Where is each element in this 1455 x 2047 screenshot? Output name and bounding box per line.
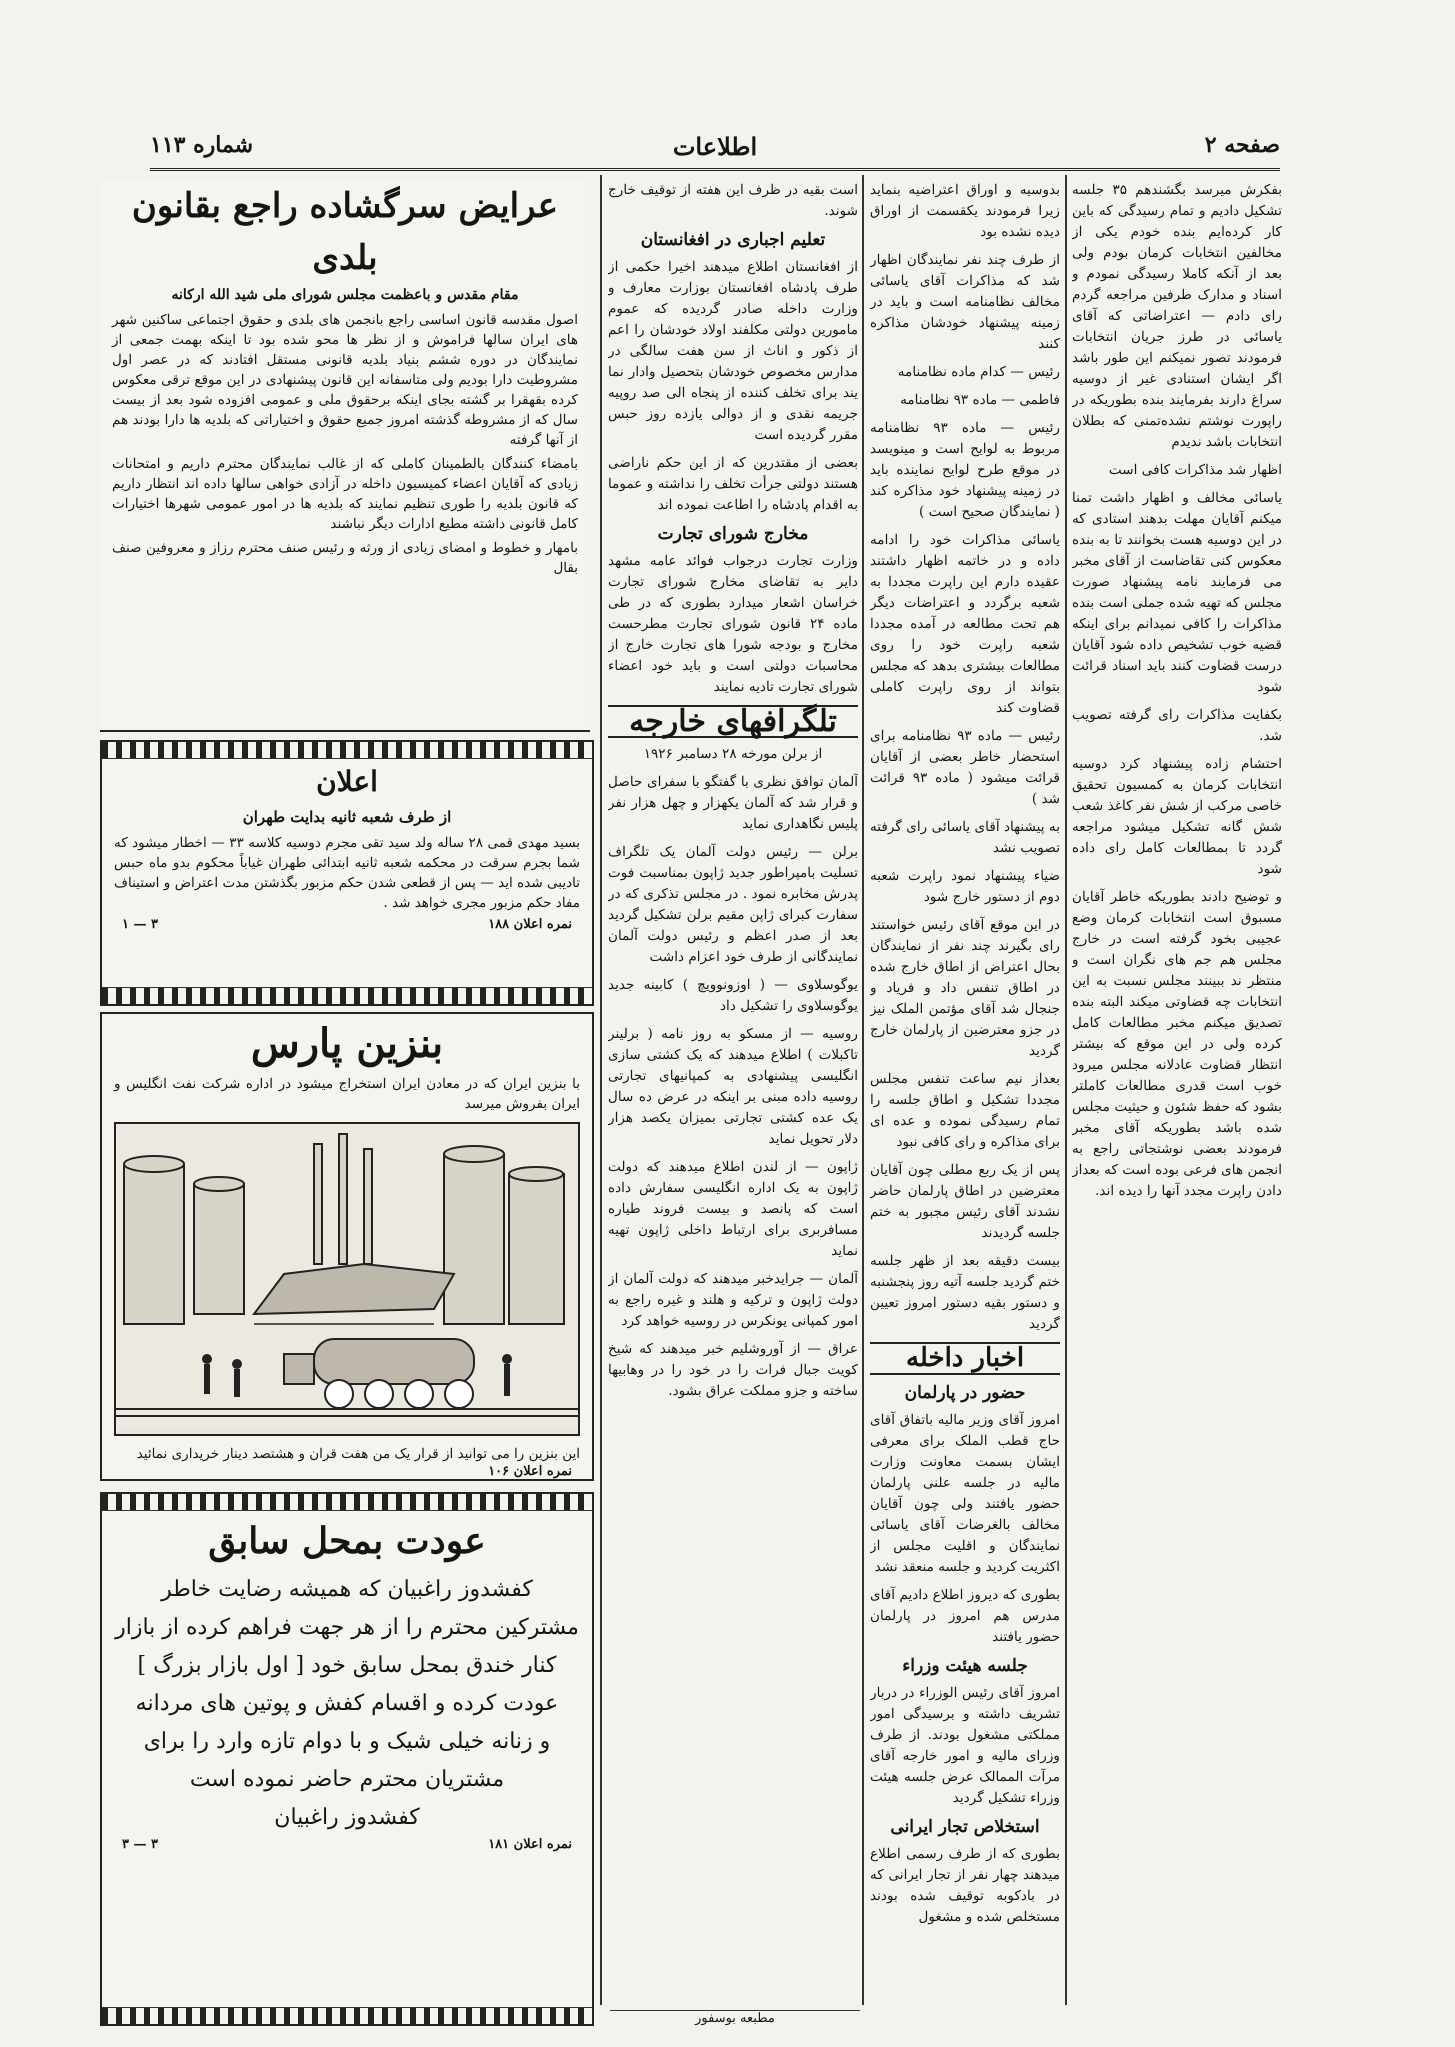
notice-footer [102, 917, 592, 932]
dateline: از برلن مورخه ۲۸ دسامبر ۱۹۲۶ [643, 746, 823, 762]
paragraph: بطوری که دیروز اطلاع دادیم آقای مدرس هم امروز در پارلمان حضور یافتند [870, 1587, 1060, 1645]
column-2 [870, 180, 1060, 2000]
column-1 [1072, 180, 1282, 2000]
subheading: جلسه هیئت وزراء [902, 1656, 1028, 1676]
paragraph: آلمان توافق نظری با گفتگو با سفرای حاصل و قرار شد که آلمان یکهزار و چهل هزار نفر پلیس نگاهداری نماید [608, 774, 858, 832]
column-rule [600, 175, 602, 2005]
notice-count: ۳ — ۳ [122, 1837, 159, 1852]
notice-title: اعلان [316, 765, 378, 798]
benzine-title: بنزین پارس [250, 1020, 444, 1067]
benzine-intro: با بنزین ایران که در معادن ایران استخراج میشود در اداره شرکت نفت انگلیس و ایران بفروش میرسد [114, 1076, 580, 1112]
paragraph: از طرف چند نفر نمایندگان اظهار شد که مذاکرات آقای یاسائی مخالف نظامنامه است و باید در زمینه پیشنهاد خودشان مذاکره کنند [870, 252, 1060, 352]
column-rule [1065, 175, 1067, 2005]
petition-title: عرایض سرگشاده راجع بقانون بلدی [131, 186, 559, 278]
border-ornament [102, 987, 592, 1004]
paragraph: روسیه — از مسکو به روز نامه ( برلینر تاکبلات ) اطلاع میدهند که یک کشتی سازی انگلیسی پیشنهادی به کمپانیهای تجارتی روسیه داده مبنی بر اینکه در عرض ده سال یک عده کشتی تجارتی بمیزان یکصد هزار دلار تحویل نماید [608, 1026, 858, 1147]
printer-footer: مطبعه بوسفور [610, 2010, 860, 2026]
paragraph: عراق — از آوروشلیم خبر میدهند که شیخ کویت جبال فرات را در خود را در وهابیها ساخته و جزو مملکت عراق بشود. [608, 1341, 858, 1399]
telegram-section-title: تلگرافهای خارجه [608, 705, 858, 738]
shoemaker-title: عودت بمحل سابق [208, 1520, 486, 1562]
notice-count: ۳ — ۱ [122, 917, 159, 932]
petition-article [100, 180, 590, 732]
ad-line: مشتریان محترم حاضر نموده است [189, 1767, 505, 1792]
subheading: استخلاص تجار ایرانی [890, 1817, 1040, 1837]
paragraph: رئیس — ماده ۹۳ نظامنامه برای استحضار خاطر بعضی از آقایان قرائت میشود ( ماده ۹۳ قرائت شد ) [870, 728, 1060, 807]
page-number: صفحه ۲ [1204, 132, 1280, 158]
paragraph: اظهار شد مذاکرات کافی است [1108, 462, 1282, 478]
notice-footer [102, 1837, 592, 1852]
ad-signature: کفشدوز راغبیان [274, 1805, 420, 1830]
paragraph: یوگوسلاوی — ( اوزونوویچ ) کابینه جدید یوگوسلاوی را تشکیل داد [608, 977, 858, 1014]
border-ornament [102, 1494, 592, 1511]
border-ornament [102, 2007, 592, 2024]
paragraph: بطوری که از طرف رسمی اطلاع میدهند چهار نفر از تجار ایرانی که در بادکوبه توقیف شده بودند مستخلص شده و مشغول [870, 1846, 1060, 1925]
paragraph: اصول مقدسه قانون اساسی راجع بانجمن های بلدی و حقوق اجتماعی ساکنین شهر های ایران سالها فراموش و از نظر ها محو شده بود تا اینکه بهمت جمعی از نمایندگان در دوره ششم بنیاد بلدیه قانونی مستقل افتادند که در عصر اول مشروطیت دارا بودیم ولی متاسفانه این قانون پیشنهادی در این موقع ترقی معکوس کرده بقهقرا بر گشته بجای اینکه برحقوق ملی و عمومی افزوده شود بعد از بیست سال که از مشروطه گذشته امروز جمیع حقوق و اختیاراتی که بلدیه ها دارا بودند هم از آنها گرفته [112, 312, 578, 448]
court-notice-ad [100, 740, 594, 1006]
notice-number: نمره اعلان ۱۰۶ [488, 1464, 572, 1479]
paragraph: وزارت تجارت درجواب فوائد عامه مشهد دایر به تقاضای مخارج شورای تجارت خراسان اشعار میدارد بطوری که در طی ماده ۲۴ قانون شورای تجارت مطرحست مخارج و بودجه شورا های تجارت خارج از محاسبات دولتی است و باید خود اعضاء شورای تجارت تادیه نمایند [608, 553, 858, 695]
paragraph: یاسائی مذاکرات خود را ادامه داده و در خاتمه اظهار داشتند عقیده دارم این راپرت مجددا به شعبه برگردد و اعتراضات دیگر هم تحت مطالعه در آمده مجددا شعبه راپرت خود را روی مطالعات بیشتری بدهد که مجلس بتواند از روی راپرت کاملی قضاوت کند [870, 532, 1060, 716]
subheading: حضور در پارلمان [904, 1383, 1026, 1403]
notice-number: نمره اعلان ۱۸۱ [488, 1837, 572, 1852]
ad-line: عودت کرده و اقسام کفش و پوتین های مردانه [135, 1691, 559, 1716]
paragraph: بامهار و خطوط و امضای زیادی از ورثه و رئیس صنف محترم رزاز و معروفین صنف بقال [112, 540, 578, 576]
paragraph: بامضاء کنندگان بالطمینان کاملی که از غالب نمایندگان محترم داریم و امتحانات زیادی که آقایان اعضاء کمیسیون داخله در آزادی خواهی سالها داده اند انتظار داریم که قانون بلدیه را طوری تنظیم نمایند که بلدیه ها در امور عمومی شهرها اختیارات کامل قانونی داشته مطیع ادارات دیگر نباشند [112, 456, 578, 532]
paragraph: از افغانستان اطلاع میدهند اخیرا حکمی از طرف پادشاه افغانستان بوزارت معارف و وزارت داخله صادر گردیده که عموم مامورین دولتی مکلفند اولاد خودشان را اعم از ذکور و اناث از سن هفت سالگی در مدارس مخصوص خودشان بتحصیل وادار نما یند برای تخلف کننده از پنجاه الی صد روپیه جریمه نقدی و از دوالی یازده روز حبس مقرر گردیده است [608, 259, 858, 443]
benzine-caption: این بنزین را می توانید از قرار یک من هفت قران و هشتصد دینار خریداری نمائید [136, 1446, 580, 1462]
ad-line: مشترکین محترم را از هر جهت فراهم کرده از بازار [115, 1615, 579, 1640]
paragraph: آلمان — جرایدخبر میدهند که دولت آلمان از دولت ژاپون و ترکیه و هلند و غیره راجع به امور کمپانی یونکرس در روسیه خواهد کرد [608, 1271, 858, 1329]
paragraph: بدوسیه و اوراق اعتراضیه بنماید زیرا فرمودند یکقسمت از اوراق دیده نشده بود [870, 182, 1060, 240]
paragraph: و توضیح دادند بطوریکه خاطر آقایان مسبوق است انتخابات کرمان وضع عجیبی بخود گرفته است در خارج مجلس هم جم های نگران است و منتظر ند ببینند مجلس نسبت به این انتخابات چه قضاوتی میکند البته بنده تصدیق میکنم مخبر مطالعات کامل کرده ولی در این موقع که بیشتر انتظار قضاوت عادلانه مجلس میرود خوب است قدری مطالعات کاملتر بشود که حفظ شئون و حیثیت مجلس شده باشد بطوریکه آقای مخبر فرمودند بعضی نوشتجاتی راجع به انجمن های فرعی بوده است که بعداز دادن راپرت مجدد آنها را دیده اند. [1072, 889, 1282, 1199]
shoemaker-ad [100, 1492, 594, 2026]
paragraph: بفکرش میرسد بگشندهم ۳۵ جلسه تشکیل دادیم و تمام رسیدگی که باین کار کرده‌ایم بنده خودم یکی از مخالفین انتخابات کرمان بودم ولی بعد از آنکه کاملا رسیدگی نمودم و اسناد و مدارک طرفین مراجعه گردم رای دادم — اعتراضاتی که آقای یاسائی در طرز جریان انتخابات فرمودند تصور نمیکنم این طور باشد اگر ایشان استنادی غیر از دوسیه سراغ دارند بفرمایند بنده بطوریکه در راپورت نوشتم نشده‌تمنی که بطلان انتخابات باشد ندیدم [1072, 182, 1282, 450]
paragraph: امروز آقای رئیس الوزراء در دربار تشریف داشته و برسیدگی امور مملکتی مشغول بودند. از طرف وزرای مالیه و امور خارجه آقای مرآت الممالک عرض جلسه هیئت وزراء تشکیل گردید [870, 1685, 1060, 1806]
ad-line: کنار خندق بمحل سابق خود [ اول بازار بزرگ ] [137, 1653, 557, 1678]
border-ornament [102, 742, 592, 759]
paragraph: پس از یک ربع مطلی چون آقایان معترضین در اطاق پارلمان حاضر نشدند آقای رئیس مجبور به ختم جلسه گردیدند [870, 1162, 1060, 1241]
paragraph: رئیس — کدام ماده نظامنامه [897, 364, 1060, 380]
paragraph: احتشام زاده پیشنهاد کرد دوسیه انتخابات کرمان به کمسیون تحقیق خاصی مرکب از شش نفر کاغذ شعب شش گانه تشکیل میشود مراجعه گردد تا بمطالعات کامل رای داده شود [1072, 756, 1282, 877]
paragraph: به پیشنهاد آقای یاسائی رای گرفته تصویب نشد [870, 819, 1060, 856]
refinery-illustration [114, 1122, 580, 1436]
issue-number: شماره ۱۱۳ [150, 132, 254, 158]
section-title: اخبار داخله [870, 1342, 1060, 1375]
paragraph: در این موقع آقای رئیس خواستند رای بگیرند چند نفر از نمایندگان بحال اعتراض از اطاق خارج شده در اطاق تنفس داد و فریاد و جنجال شد آقای مؤتمن الملک نیز در جزو معترضین از پارلمان خارج گردید [870, 917, 1060, 1059]
benzine-pars-ad [100, 1012, 594, 1481]
page-header [150, 132, 1280, 171]
paragraph: یاسائی مخالف و اظهار داشت تمنا میکنم آقایان مهلت بدهند استادی که در این دوسیه هست بخوانند تا به بنده معکوس کنی تقاضاست از آقای مخبر می فرمایند نامه پیشنهاد صورت مجلس که تهیه شده جملی است بنده مذاکرات را کافی نمیدانم برای اینکه قضیه خوب تشخیص داده شود آقایان درست قضاوت کنند باید اسناد قرائت شود [1072, 490, 1282, 695]
paragraph: رئیس — ماده ۹۳ نظامنامه مربوط به لوایح است و مینویسد در موقع طرح لوایح نماینده باید در زمینه پیشنهاد خود مذاکره کند ( نمایندگان صحیح است ) [870, 420, 1060, 520]
benzine-footer [102, 1464, 592, 1479]
paragraph: برلن — رئیس دولت آلمان یک تلگراف تسلیت بامپراطور جدید ژاپون بمناسبت فوت پدرش مخابره نمود . در مجلس تذکری که در سفارت کبرای ژاپن مقیم برلن تشکیل گردید بعد از صدر اعظم و رئیس دولت آلمان نمایندگانی از طرف خود اعزام داشت [608, 844, 858, 965]
notice-issuer: از طرف شعبه ثانیه بدایت طهران [242, 808, 452, 826]
column-3 [608, 180, 858, 2000]
ad-line: کفشدوز راغبیان که همیشه رضایت خاطر [161, 1577, 533, 1602]
petition-subtitle: مقام مقدس و باعظمت مجلس شورای ملی شید الله ارکانه [171, 287, 519, 303]
subheading: مخارج شورای تجارت [657, 524, 809, 544]
column-rule [862, 175, 864, 2005]
subheading: تعلیم اجباری در افغانستان [640, 230, 826, 250]
paragraph: بیست دقیقه بعد از ظهر جلسه ختم گردید جلسه آتیه روز پنجشنبه و دستور بقیه دستور امروز تعیین گردید [870, 1253, 1060, 1332]
ad-line: و زنانه خیلی شیک و با دوام تازه وارد را برای [143, 1729, 551, 1754]
paragraph: بکفایت مذاکرات رای گرفته تصویب شد. [1072, 707, 1282, 744]
paragraph: امروز آقای وزیر مالیه باتفاق آقای حاج قطب الملک برای معرفی ایشان بسمت معاونت وزارت مالیه در جلسه علنی پارلمان حضور یافتند ولی چون آقایان مخالف بالغرضات آقای یاسائی نمایندگان و اقلیت مجلس از اکثریت کردید و جلسه منعقد نشد [870, 1412, 1060, 1575]
paragraph: بعضی از مقتدرین که از این حکم ناراضی هستند دولتی جرأت تخلف را نداشته و عموما به اقدام پادشاه را اطاعت نموده اند [608, 455, 858, 513]
masthead-title: اطلاعات [672, 132, 758, 161]
notice-number: نمره اعلان ۱۸۸ [488, 917, 572, 932]
notice-body: بسید مهدی قمی ۲۸ ساله ولد سید تقی مجرم دوسیه کلاسه ۳۳ — اخطار میشود که شما بجرم سرقت در محکمه شعبه ثانیه ابتدائی طهران غیاباً محکوم بدو ماه حبس تادیبی شده اید — پس از قطعی شدن حکم مزبور بگذشتن مدت اعتراض و استیناف مفاد حکم مزبور مجری خواهد شد . [114, 835, 580, 911]
paragraph: ضیاء پیشنهاد نمود راپرت شعبه دوم از دستور خارج شود [870, 868, 1060, 905]
paragraph: ژاپون — از لندن اطلاع میدهند که دولت ژاپون به یک اداره انگلیسی سفارش داده است که پانصد و بیست فروند طیاره مسافربری برای ارتباط داخلی ژاپون تهیه نماید [608, 1159, 858, 1259]
paragraph: فاطمی — ماده ۹۳ نظامنامه [900, 392, 1060, 408]
paragraph: بعداز نیم ساعت تنفس مجلس مجددا تشکیل و اطاق جلسه را تمام رسیدگی نموده و عده ای برای مذاکره و رای کافی نبود [870, 1071, 1060, 1150]
paragraph: است بقیه در ظرف این هفته از توقیف خارج شوند. [608, 182, 858, 219]
